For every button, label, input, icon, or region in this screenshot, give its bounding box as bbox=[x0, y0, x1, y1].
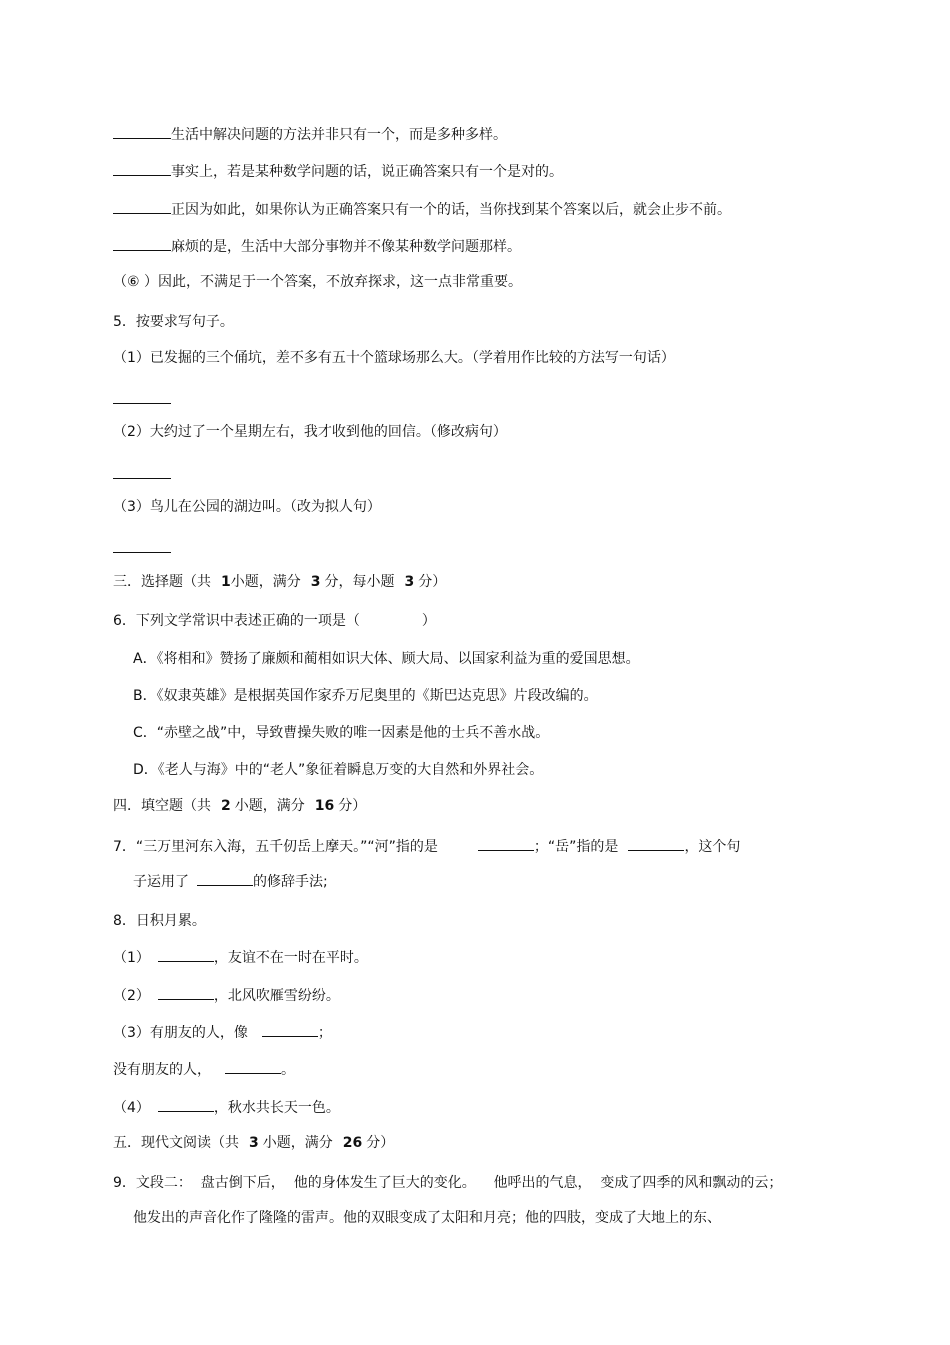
q9-line-2: 他发出的声音化作了隆隆的雷声。他的双眼变成了太阳和月亮；他的四肢，变成了大地上的东、 bbox=[133, 1210, 721, 1226]
answer-blank[interactable] bbox=[225, 1058, 281, 1074]
q5-title: 5．按要求写句子。 bbox=[113, 314, 234, 330]
q7-line-1: 7．“三万里河东入海，五千仞岳上摩天。”“河”指的是 ；“岳”指的是 ，这个句 bbox=[113, 835, 740, 857]
q5-item-1: （1）已发掘的三个俑坑，差不多有五十个篮球场那么大。（学着用作比较的方法写一句话） bbox=[113, 350, 675, 366]
q7-line-2: 子运用了 的修辞手法; bbox=[133, 870, 328, 892]
answer-blank[interactable] bbox=[113, 123, 171, 139]
q4-sentence-6: （⑥ ）因此，不满足于一个答案，不放弃探求，这一点非常重要。 bbox=[113, 274, 522, 290]
q6-option-b[interactable]: B．《奴隶英雄》是根据英国作家乔万尼奥里的《斯巴达克思》片段改编的。 bbox=[133, 688, 598, 704]
answer-blank[interactable] bbox=[113, 235, 171, 251]
q6-option-d[interactable]: D．《老人与海》中的“老人”象征着瞬息万变的大自然和外界社会。 bbox=[133, 762, 544, 778]
answer-blank[interactable] bbox=[478, 835, 534, 851]
answer-blank[interactable] bbox=[628, 835, 684, 851]
answer-blank[interactable] bbox=[158, 984, 214, 1000]
q5-answer-2[interactable] bbox=[113, 463, 171, 485]
q8-item-2: （2） ，北风吹雁雪纷纷。 bbox=[113, 984, 340, 1006]
q5-answer-1[interactable] bbox=[113, 388, 171, 410]
answer-blank[interactable] bbox=[158, 1096, 214, 1112]
q8-title: 8．日积月累。 bbox=[113, 913, 206, 929]
q5-item-2: （2）大约过了一个星期左右，我才收到他的回信。（修改病句） bbox=[113, 424, 507, 440]
section-3-heading: 三．选择题（共 1小题，满分 3 分，每小题 3 分） bbox=[113, 574, 447, 590]
q4-sentence-3: 正因为如此，如果你认为正确答案只有一个的话，当你找到某个答案以后，就会止步不前。 bbox=[113, 198, 731, 220]
q5-item-3: （3）鸟儿在公园的湖边叫。（改为拟人句） bbox=[113, 499, 381, 515]
q5-answer-3[interactable] bbox=[113, 537, 171, 559]
q8-item-3: （3）有朋友的人，像 ； bbox=[113, 1021, 332, 1043]
q4-sentence-4: 麻烦的是，生活中大部分事物并不像某种数学问题那样。 bbox=[113, 235, 521, 257]
answer-blank[interactable] bbox=[113, 537, 171, 553]
q8-item-4: （4） ，秋水共长天一色。 bbox=[113, 1096, 340, 1118]
answer-blank[interactable] bbox=[262, 1021, 318, 1037]
answer-blank[interactable] bbox=[113, 198, 171, 214]
section-4-heading: 四．填空题（共 2 小题，满分 16 分） bbox=[113, 798, 367, 814]
q6-option-a[interactable]: A．《将相和》赞扬了廉颇和蔺相如识大体、顾大局、以国家利益为重的爱国思想。 bbox=[133, 651, 640, 667]
section-5-heading: 五．现代文阅读（共 3 小题，满分 26 分） bbox=[113, 1135, 395, 1151]
q9-line-1: 9．文段二： 盘古倒下后， 他的身体发生了巨大的变化。 他呼出的气息， 变成了四季的风和飘动的云； bbox=[113, 1175, 783, 1191]
answer-blank[interactable] bbox=[113, 160, 171, 176]
answer-blank[interactable] bbox=[197, 870, 253, 886]
q6-option-c[interactable]: C．“赤壁之战”中，导致曹操失败的唯一因素是他的士兵不善水战。 bbox=[133, 725, 550, 741]
q8-item-3b: 没有朋友的人， 。 bbox=[113, 1058, 295, 1080]
answer-blank[interactable] bbox=[113, 388, 171, 404]
q4-sentence-2: 事实上，若是某种数学问题的话，说正确答案只有一个是对的。 bbox=[113, 160, 563, 182]
q6-question: 6．下列文学常识中表述正确的一项是（ ） bbox=[113, 613, 436, 629]
q4-sentence-1: 生活中解决问题的方法并非只有一个，而是多种多样。 bbox=[113, 123, 507, 145]
answer-blank[interactable] bbox=[158, 946, 214, 962]
answer-blank[interactable] bbox=[113, 463, 171, 479]
q8-item-1: （1） ，友谊不在一时在平时。 bbox=[113, 946, 368, 968]
